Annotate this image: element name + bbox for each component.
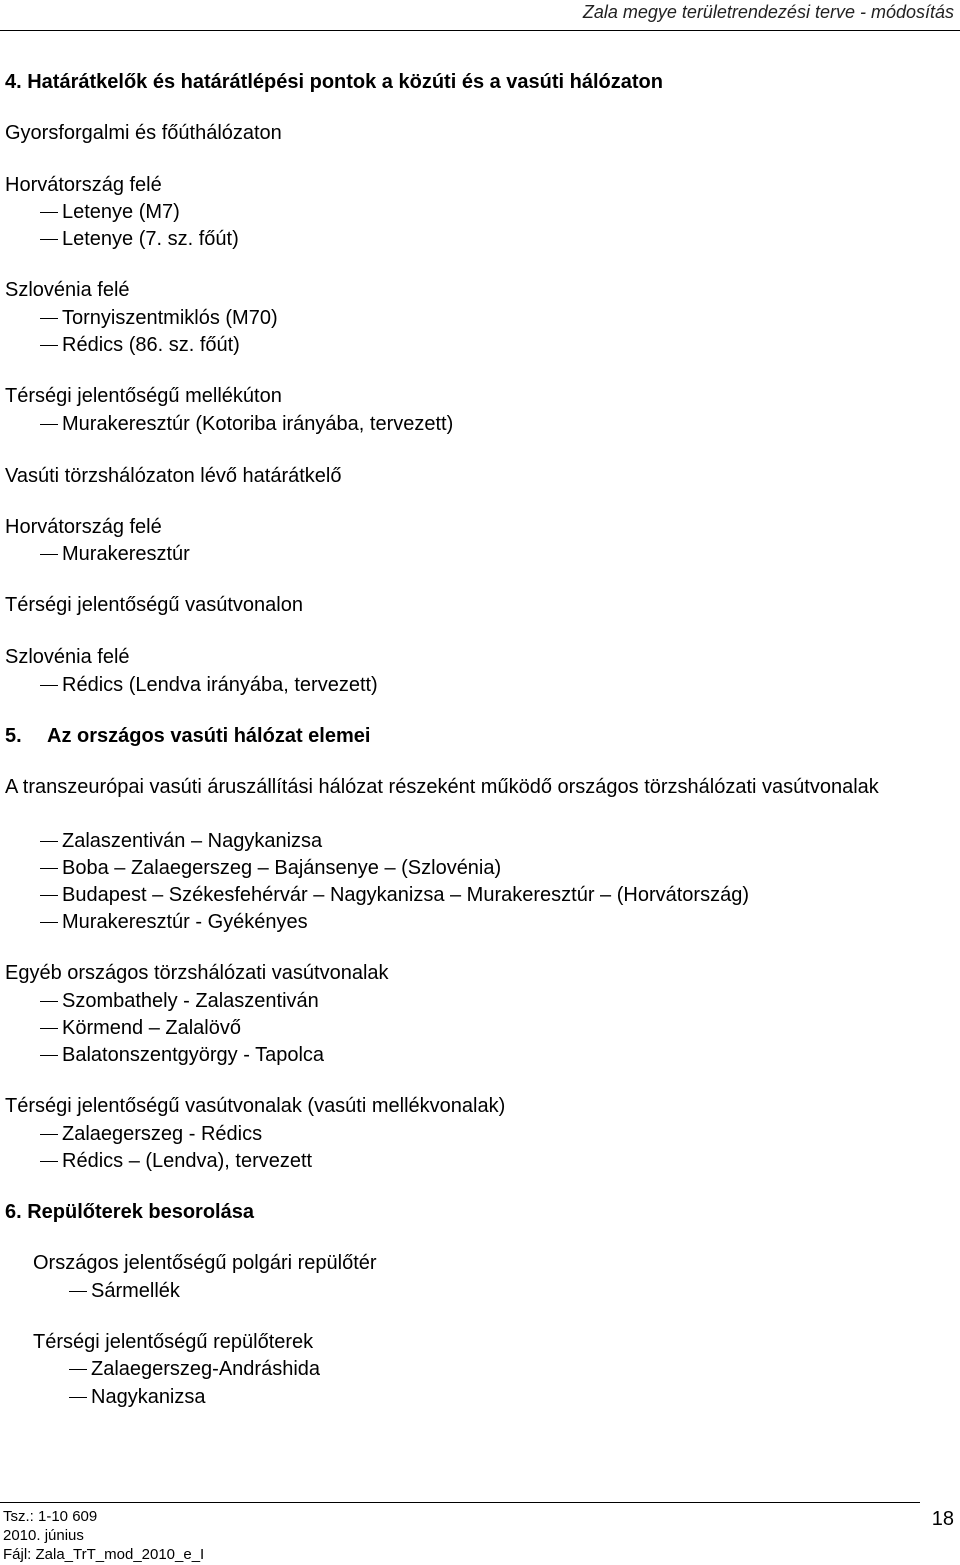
dash-bullet-icon [40, 345, 58, 346]
rail-regional-label: Térségi jelentőségű vasútvonalon [5, 594, 303, 616]
footer-rule [0, 1502, 920, 1503]
dash-bullet-icon [40, 212, 58, 213]
road-main-label: Gyorsforgalmi és főúthálózaton [5, 122, 282, 144]
footer-file: Fájl: Zala_TrT_mod_2010_e_I [3, 1546, 205, 1563]
dash-bullet-icon [40, 1028, 58, 1029]
dash-bullet-icon [40, 1134, 58, 1135]
dash-bullet-icon [69, 1291, 87, 1292]
footer-date: 2010. június [3, 1527, 84, 1544]
dash-bullet-icon [40, 1001, 58, 1002]
regional-road-label: Térségi jelentőségű mellékúton [5, 385, 282, 407]
running-header: Zala megye területrendezési terve - módosítás [582, 2, 954, 22]
header-rule [0, 30, 960, 31]
slovenia-label: Szlovénia felé [5, 279, 130, 301]
dash-bullet-icon [40, 1055, 58, 1056]
rail-main-label: Vasúti törzshálózaton lévő határátkelő [5, 465, 342, 487]
dash-bullet-icon [40, 318, 58, 319]
rail-croatia-label: Horvátország felé [5, 516, 162, 538]
dash-bullet-icon [40, 239, 58, 240]
dash-bullet-icon [40, 922, 58, 923]
section-4-heading: 4. Határátkelők és határátlépési pontok a közúti és a vasúti hálózaton [5, 71, 663, 93]
dash-bullet-icon [40, 554, 58, 555]
dash-bullet-icon [40, 841, 58, 842]
section-5-heading: Az országos vasúti hálózat elemei [47, 725, 371, 747]
tent-paragraph: A transzeurópai vasúti áruszállítási hálózat részeként működő országos törzshálózati vasútvonalak [5, 776, 879, 798]
dash-bullet-icon [69, 1397, 87, 1398]
footer-tsz: Tsz.: 1-10 609 [3, 1508, 98, 1525]
section-6-heading: 6. Repülőterek besorolása [5, 1201, 254, 1223]
dash-bullet-icon [40, 868, 58, 869]
page-number: 18 [931, 1508, 954, 1530]
rail-slovenia-label: Szlovénia felé [5, 646, 130, 668]
national-airport-label: Országos jelentőségű polgári repülőtér [33, 1252, 377, 1274]
croatia-label: Horvátország felé [5, 174, 162, 196]
other-lines-label: Egyéb országos törzshálózati vasútvonalak [5, 962, 389, 984]
dash-bullet-icon [40, 424, 58, 425]
regional-airports-label: Térségi jelentőségű repülőterek [33, 1331, 314, 1353]
section-5-number: 5. [5, 725, 22, 747]
dash-bullet-icon [40, 1161, 58, 1162]
dash-bullet-icon [69, 1369, 87, 1370]
dash-bullet-icon [40, 895, 58, 896]
regional-lines-label: Térségi jelentőségű vasútvonalak (vasúti mellékvonalak) [5, 1095, 506, 1117]
dash-bullet-icon [40, 685, 58, 686]
